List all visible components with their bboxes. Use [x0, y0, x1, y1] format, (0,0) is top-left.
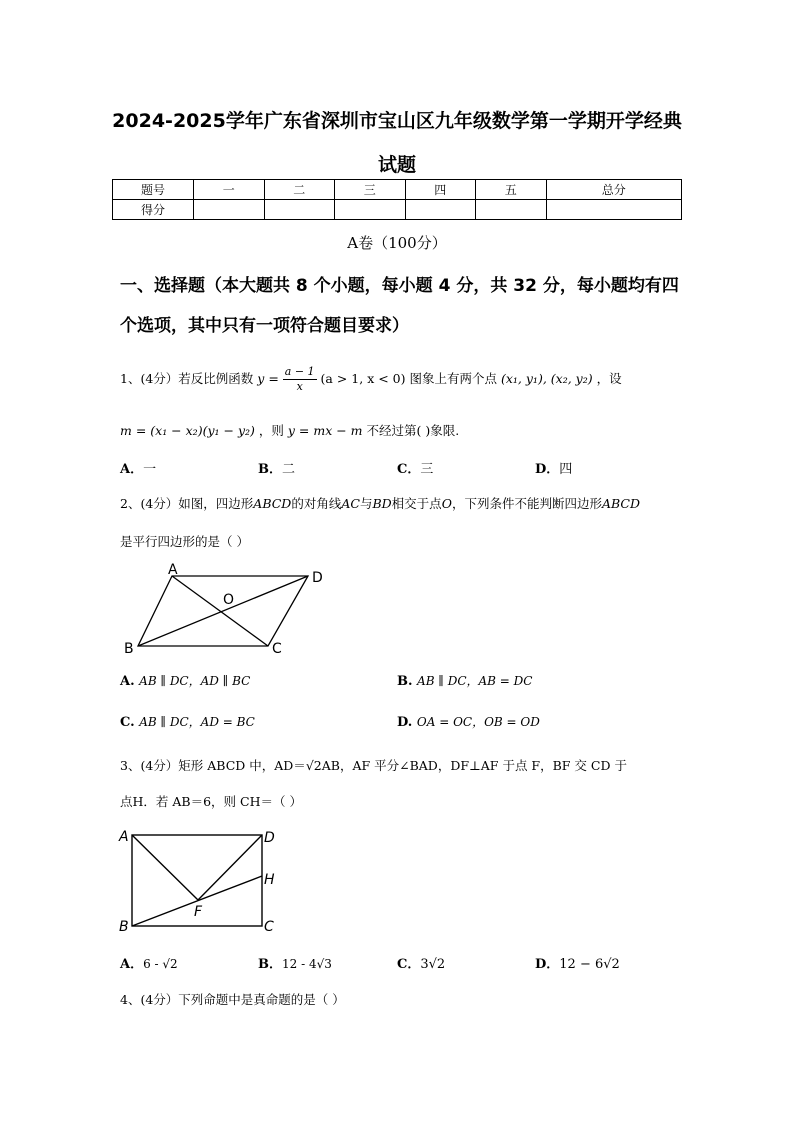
q2-abcd: ABCD [253, 496, 292, 511]
option-text: AB ∥ DC，AD ∥ BC [139, 674, 251, 688]
score-table [112, 179, 682, 220]
score-cell[interactable] [335, 200, 406, 220]
q1-mid: 图象上有两个点 [409, 371, 497, 386]
option-text: 三 [420, 462, 434, 477]
score-cell[interactable] [546, 200, 682, 220]
q1-option-b[interactable] [258, 458, 295, 477]
score-cell[interactable] [264, 200, 335, 220]
q1-frac-den: x [296, 380, 303, 393]
q2-text-c: 相交于点 [391, 496, 442, 511]
option-text: 四 [559, 462, 573, 477]
label-f: F [194, 904, 203, 920]
option-text: OA = OC，OB = OD [416, 715, 540, 729]
question-3-line2: 点H．若 AB＝6，则 CH＝（ ） [120, 794, 302, 809]
q2-abcd2: ABCD [601, 496, 640, 511]
q1-option-a[interactable] [120, 458, 156, 477]
label-c: C [272, 641, 282, 657]
question-3-line1 [120, 756, 627, 774]
q3-figure [116, 826, 286, 936]
score-header-cell: 三 [335, 180, 406, 200]
score-row-label: 得分 [113, 200, 194, 220]
q1-option-d[interactable] [535, 458, 572, 477]
q2-option-b[interactable] [397, 672, 532, 689]
option-label: A. [120, 674, 135, 689]
score-header-cell: 五 [476, 180, 547, 200]
option-label: B. [397, 674, 413, 689]
option-text: 6 - √2 [143, 957, 178, 971]
score-cell[interactable] [405, 200, 476, 220]
option-label: C． [397, 462, 421, 477]
q1-condition: (a > 1, x < 0) [320, 371, 406, 386]
label-a: A [168, 562, 178, 578]
option-label: A． [120, 957, 144, 972]
question-1-line2 [120, 421, 459, 439]
page-title: 2024-2025学年广东省深圳市宝山区九年级数学第一学期开学经典 [112, 110, 682, 132]
option-text: 12 − 6√2 [559, 957, 620, 972]
q3-option-d[interactable] [535, 953, 620, 972]
option-label: C. [120, 715, 135, 730]
option-text: AB ∥ DC，AB = DC [417, 674, 533, 688]
page-title-line2: 试题 [377, 154, 416, 176]
label-c: C [264, 919, 274, 935]
q2-option-d[interactable] [397, 713, 540, 730]
option-label: B． [258, 957, 282, 972]
diagonal-bd [138, 576, 308, 646]
option-label: A． [120, 462, 144, 477]
q2-text-d: ，下列条件不能判断四边形 [451, 496, 602, 511]
score-table-header-row [113, 180, 682, 200]
q1-end: 不经过第( )象限. [366, 423, 460, 438]
q2-text-b: 的对角线 [291, 496, 342, 511]
q2-text-a: 2、(4分）如图，四边形 [120, 496, 254, 511]
score-header-cell: 一 [194, 180, 265, 200]
diagonal-ac [172, 576, 268, 646]
q3-option-b[interactable] [258, 953, 332, 972]
q1-then: ，则 [258, 423, 284, 438]
option-text: 二 [282, 462, 296, 477]
label-o: O [223, 592, 235, 608]
label-b: B [119, 919, 129, 935]
question-4: 4、(4分）下列命题中是真命题的是（ ） [120, 992, 345, 1007]
option-text: 3√2 [420, 957, 446, 972]
q3-option-a[interactable] [120, 953, 178, 972]
label-b: B [124, 641, 134, 657]
q1-option-c[interactable] [397, 458, 433, 477]
volume-heading: A卷（100分） [347, 234, 447, 252]
q1-points: (x₁, y₁), (x₂, y₂) [500, 371, 593, 386]
q2-ac: AC [341, 496, 360, 511]
label-a: A [119, 829, 129, 845]
q3-text-b: AB，AF 平分∠BAD，DF⊥AF 于点 F，BF 交 CD 于 [321, 758, 627, 773]
q1-line-expression: y = mx − m [287, 423, 363, 438]
score-header-cell: 四 [405, 180, 476, 200]
q2-option-a[interactable] [120, 672, 250, 689]
option-label: D． [535, 462, 560, 477]
section-heading: 一、选择题（本大题共 8 个小题，每小题 4 分，共 32 分，每小题均有四个选项，其中只有一项符合题目要求） [120, 276, 679, 336]
q2-o: O [441, 496, 452, 511]
segment-af [132, 835, 198, 900]
q1-func-lhs: y = [257, 371, 279, 386]
q2-figure [120, 560, 340, 660]
question-2-line2: 是平行四边形的是（ ） [120, 534, 249, 549]
question-2-line1 [120, 494, 640, 512]
question-1-line1 [120, 362, 622, 396]
q1-tail: ，设 [596, 371, 622, 386]
score-header-cell: 二 [264, 180, 335, 200]
label-d: D [312, 570, 323, 586]
score-table-score-row [113, 200, 682, 220]
score-cell[interactable] [476, 200, 547, 220]
score-cell[interactable] [194, 200, 265, 220]
q1-m-expression: m = (x₁ − x₂)(y₁ − y₂) [120, 423, 255, 438]
q2-option-c[interactable] [120, 713, 255, 730]
option-text: 一 [143, 462, 157, 477]
option-label: C． [397, 957, 421, 972]
label-d: D [264, 830, 275, 846]
option-label: D. [397, 715, 413, 730]
option-text: AB ∥ DC，AD = BC [139, 715, 255, 729]
q3-text-a: 3、(4分）矩形 ABCD 中，AD＝ [120, 758, 306, 773]
q1-prefix: 1、(4分）若反比例函数 [120, 371, 254, 386]
label-h: H [264, 872, 275, 888]
q2-and: 与 [359, 496, 373, 511]
q1-fraction [283, 365, 317, 394]
score-header-cell: 题号 [113, 180, 194, 200]
option-text: 12 - 4√3 [282, 957, 332, 971]
q2-bd: BD [372, 496, 392, 511]
score-header-cell: 总分 [546, 180, 682, 200]
option-label: D． [535, 957, 560, 972]
q3-sqrt: √2 [305, 758, 322, 773]
option-label: B． [258, 462, 282, 477]
q1-frac-num: a − 1 [284, 365, 315, 378]
segment-df [198, 835, 262, 900]
q3-option-c[interactable] [397, 953, 445, 972]
